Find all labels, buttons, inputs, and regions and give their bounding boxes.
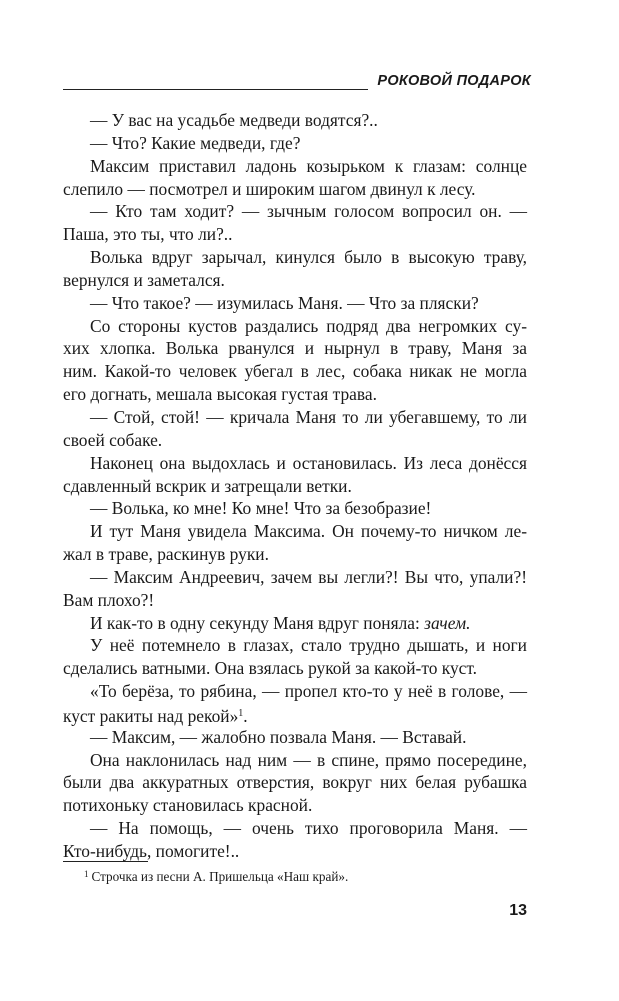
text-line: [90, 566, 527, 589]
footnote-mark: 1: [84, 869, 89, 879]
line-text: Наконец она выдохлась и остановилась. Из леса донёсся: [90, 452, 527, 473]
line-text: — Волька, ко мне! Ко мне! Что за безобразие!: [90, 498, 432, 519]
text-line: [90, 634, 527, 657]
running-title: РОКОВОЙ ПОДАРОК: [377, 73, 531, 89]
line-text: — Максим Андреевич, зачем вы легли?! Вы что, упали?!: [90, 566, 527, 587]
text-line: [90, 132, 527, 155]
text-line: [90, 292, 527, 315]
text-line: [90, 200, 527, 223]
text-line: [90, 680, 527, 703]
line-text: И тут Маня увидела Максима. Он почему-то ничком ле-: [90, 521, 527, 542]
text-line: [90, 520, 527, 543]
line-text: жал в траве, раскинув руки.: [63, 544, 269, 565]
text-line: [63, 657, 527, 680]
text-line: [63, 337, 527, 360]
text-line: [90, 726, 527, 749]
line-text: Волька вдруг зарычал, кинулся было в высокую траву,: [90, 247, 527, 268]
line-text: «То берёза, то рябина, — пропел кто-то у неё в голове, —: [90, 681, 527, 702]
text-line: [63, 429, 527, 452]
line-text: были два аккуратных отверстия, вокруг них белая рубашка: [63, 772, 527, 793]
text-line: [63, 383, 527, 406]
line-text: Она наклонилась над ним — в спине, прямо посередине,: [90, 749, 527, 770]
page-number: 13: [509, 902, 527, 919]
text-line: [63, 703, 527, 726]
text-line: [63, 269, 527, 292]
line-text: И как-то в одну секунду Маня вдруг поняла:: [90, 612, 425, 633]
footnote-reference: 1: [238, 707, 244, 719]
text-line: [90, 612, 527, 635]
line-text: — На помощь, — очень тихо проговорила Маня. —: [90, 818, 527, 839]
text-line: [63, 360, 527, 383]
text-line: [90, 406, 527, 429]
text-line: [63, 794, 527, 817]
text-line: [90, 246, 527, 269]
line-text: Со стороны кустов раздались подряд два негромких су-: [90, 315, 527, 336]
footnote-text: Строчка из песни А. Пришельца «Наш край».: [91, 869, 349, 884]
line-text: Кто-нибудь, помогите!..: [63, 841, 240, 861]
footnote: [84, 866, 348, 885]
text-line: [90, 155, 527, 178]
line-text: Вам плохо?!: [63, 589, 155, 610]
text-line: [63, 475, 527, 498]
text-line: [90, 452, 527, 475]
line-text: его догнать, мешала высокая густая трава.: [63, 384, 377, 405]
text-line: [90, 315, 527, 338]
line-text: вернулся и заметался.: [63, 269, 225, 290]
line-text: слепило — посмотрел и широким шагом двинул к лесу.: [63, 178, 476, 199]
line-text: ним. Какой-то человек убегал в лес, собака никак не могла: [63, 361, 527, 382]
text-line: [63, 543, 527, 566]
text-line: [90, 817, 527, 840]
line-text: потихоньку становилась красной.: [63, 795, 313, 816]
text-line: [63, 771, 527, 794]
line-text: сдавленный вскрик и затрещали ветки.: [63, 475, 352, 496]
footnote-rule: [63, 861, 148, 862]
line-text: — Кто там ходит? — зычным голосом вопросил он. —: [90, 201, 527, 222]
line-text: — Что такое? — изумилась Маня. — Что за пляски?: [90, 292, 479, 313]
line-text: хих хлопка. Волька рванулся и нырнул в траву, Маня за: [63, 338, 527, 359]
text-line: [90, 497, 527, 520]
line-text: — У вас на усадьбе медведи водятся?..: [90, 110, 378, 130]
text-line: [63, 589, 527, 612]
line-text: — Что? Какие медведи, где?: [90, 132, 301, 153]
text-line: [90, 109, 527, 132]
line-text: — Стой, стой! — кричала Маня то ли убегавшему, то ли: [90, 406, 527, 427]
line-tail: .: [243, 705, 248, 726]
line-text: сделались ватными. Она взялась рукой за какой-то куст.: [63, 658, 478, 679]
line-text: куст ракиты над рекой»: [63, 705, 239, 726]
body-text: [63, 109, 527, 863]
text-line: [63, 840, 527, 863]
italic-word: зачем.: [424, 612, 471, 633]
text-line: [90, 749, 527, 772]
line-text: — Максим, — жалобно позвала Маня. — Вставай.: [90, 726, 467, 747]
header-rule: [63, 89, 368, 90]
running-header: [63, 71, 533, 91]
line-text: своей собаке.: [63, 429, 163, 450]
text-line: [63, 178, 527, 201]
text-line: [63, 223, 527, 246]
line-text: Паша, это ты, что ли?..: [63, 224, 233, 245]
line-text: У неё потемнело в глазах, стало трудно дышать, и ноги: [90, 635, 527, 656]
line-text: Максим приставил ладонь козырьком к глазам: солнце: [90, 155, 527, 176]
